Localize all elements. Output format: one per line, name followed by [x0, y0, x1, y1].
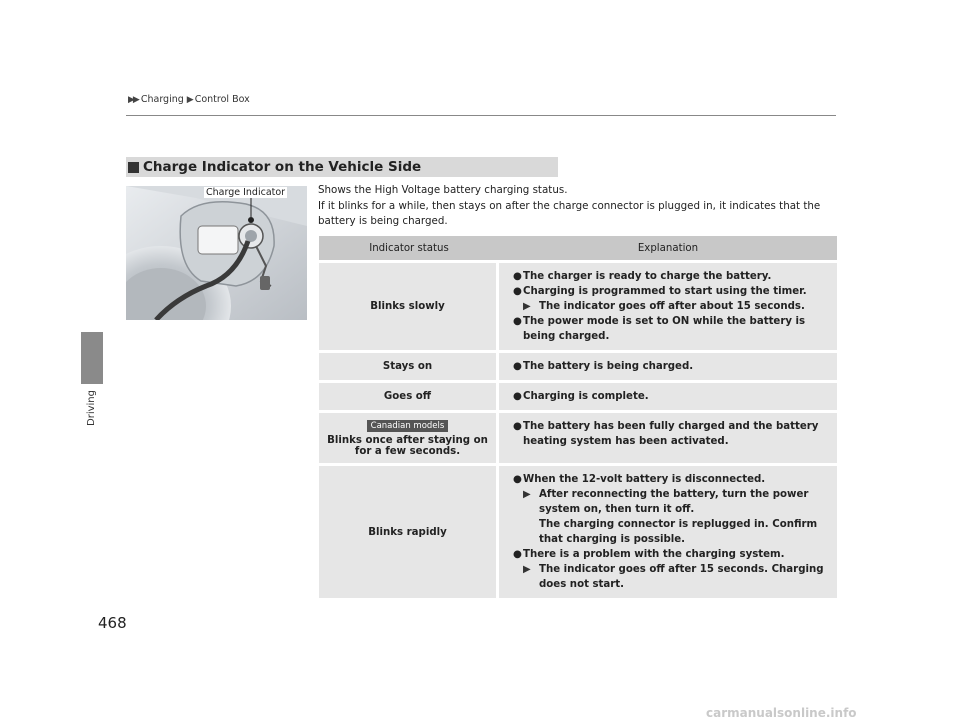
watermark: carmanualsonline.info	[706, 706, 857, 720]
table-row	[319, 353, 837, 380]
table-row	[319, 263, 837, 350]
section-heading	[126, 157, 558, 177]
breadcrumb-arrow-icon: ▶	[186, 94, 192, 105]
explanation-item: The charger is ready to charge the battery.	[523, 271, 772, 282]
explanation-item: There is a problem with the charging system.	[523, 549, 785, 560]
charge-indicator-callout: Charge Indicator	[206, 187, 286, 198]
bullet-icon: ●	[513, 286, 522, 297]
explanation-item: The battery is being charged.	[523, 361, 694, 372]
intro-text	[318, 183, 838, 230]
explanation-item: Charging is complete.	[523, 391, 649, 402]
status-cell: Stays on	[319, 353, 499, 380]
table-row	[319, 413, 837, 463]
breadcrumb-arrow-icon: ▶▶	[128, 94, 138, 105]
bullet-icon: ●	[513, 549, 522, 560]
intro-line: If it blinks for a while, then stays on after the charge connector is plugged in, it indicates that the battery is being charged.	[318, 199, 821, 227]
explanation-item: The power mode is set to ON while the battery is being charged.	[523, 316, 806, 342]
explanation-cell	[499, 383, 837, 410]
indicator-status-table	[319, 233, 837, 601]
intro-line: Shows the High Voltage battery charging status.	[318, 184, 568, 196]
status-cell: Blinks slowly	[319, 263, 499, 350]
explanation-subitem: The indicator goes off after about 15 seconds.	[539, 301, 805, 312]
status-cell	[319, 413, 499, 463]
breadcrumb	[128, 94, 250, 105]
explanation-cell	[499, 413, 837, 463]
column-header-explanation: Explanation	[499, 236, 837, 260]
bullet-icon: ●	[513, 316, 522, 327]
sub-arrow-icon: ▶	[523, 564, 531, 575]
explanation-item: When the 12-volt battery is disconnected.	[523, 474, 766, 485]
canadian-models-badge: Canadian models	[367, 420, 449, 432]
header-divider	[126, 115, 836, 116]
column-header-status: Indicator status	[319, 236, 499, 260]
status-text: Blinks once after staying on for a few seconds.	[327, 434, 488, 457]
charge-port-photo	[126, 186, 307, 320]
status-cell: Goes off	[319, 383, 499, 410]
table-row	[319, 466, 837, 598]
explanation-item: The battery has been fully charged and the battery heating system has been activated.	[523, 421, 819, 447]
bullet-icon: ●	[513, 271, 522, 282]
sub-arrow-icon: ▶	[523, 489, 531, 500]
explanation-cell	[499, 353, 837, 380]
section-title: Charge Indicator on the Vehicle Side	[143, 159, 422, 175]
page-number: 468	[98, 614, 127, 632]
table-row	[319, 383, 837, 410]
explanation-subitem: The charging connector is replugged in. Confirm that charging is possible.	[539, 519, 818, 545]
bullet-icon: ●	[513, 361, 522, 372]
square-bullet-icon	[128, 162, 139, 173]
chapter-tab-label: Driving	[86, 390, 97, 426]
bullet-icon: ●	[513, 391, 522, 402]
breadcrumb-item-control-box[interactable]: Control Box	[194, 94, 250, 105]
explanation-item: Charging is programmed to start using the timer.	[523, 286, 807, 297]
sub-arrow-icon: ▶	[523, 301, 531, 312]
breadcrumb-item-charging[interactable]: Charging	[140, 94, 184, 105]
chapter-tab[interactable]	[81, 332, 103, 384]
explanation-subitem: After reconnecting the battery, turn the power system on, then turn it off.	[539, 489, 809, 515]
explanation-cell	[499, 263, 837, 350]
explanation-cell	[499, 466, 837, 598]
status-cell: Blinks rapidly	[319, 466, 499, 598]
bullet-icon: ●	[513, 474, 522, 485]
bullet-icon: ●	[513, 421, 522, 432]
explanation-subitem: The indicator goes off after 15 seconds. Charging does not start.	[539, 564, 824, 590]
